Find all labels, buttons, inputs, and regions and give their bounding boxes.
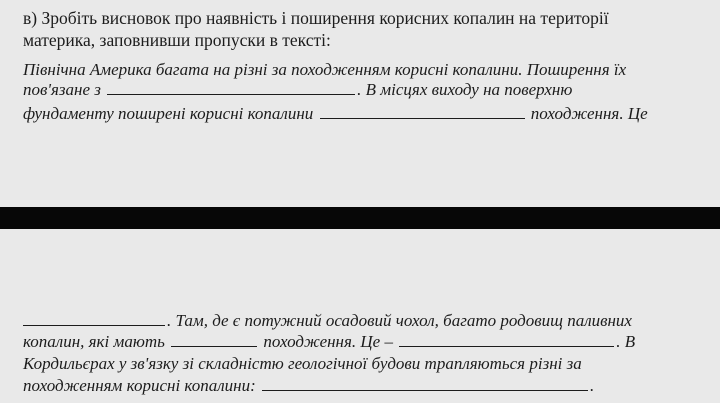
text-fragment: . [589, 376, 595, 395]
text-line [23, 104, 648, 124]
text-fragment: . В [616, 332, 636, 351]
task-heading-line-2: материка, заповнивши пропуски в тексті: [23, 30, 331, 50]
blank-field[interactable] [23, 324, 165, 326]
text-fragment: копалин, які мають [23, 332, 165, 351]
text-line [23, 376, 594, 396]
text-line: Північна Америка багата на різні за походженням корисні копалини. Поширення їх [23, 60, 627, 79]
text-fragment: походженням корисні копалини: [23, 376, 256, 395]
text-line [23, 311, 632, 331]
text-fragment: . Там, де є потужний осадовий чохол, багато родовищ паливних [167, 311, 632, 330]
text-fragment: . В місцях виходу на поверхню [357, 80, 573, 99]
blank-field[interactable] [171, 345, 257, 347]
text-line [23, 80, 572, 100]
blank-field[interactable] [262, 389, 588, 391]
blank-field[interactable] [399, 345, 614, 347]
text-fragment: походження. Це – [263, 332, 393, 351]
text-fragment: фундаменту поширені корисні копалини [23, 104, 314, 123]
blank-field[interactable] [320, 117, 525, 119]
task-heading-line-1: в) Зробіть висновок про наявність і поширення корисних копалин на території [23, 8, 609, 28]
text-line [23, 332, 635, 352]
black-bar [0, 207, 720, 229]
blank-field[interactable] [107, 93, 355, 95]
text-fragment: походження. Це [530, 104, 648, 123]
text-fragment: пов'язане з [23, 80, 101, 99]
text-line: Кордильєрах у зв'язку зі складністю геологічної будови трапляються різні за [23, 354, 582, 373]
